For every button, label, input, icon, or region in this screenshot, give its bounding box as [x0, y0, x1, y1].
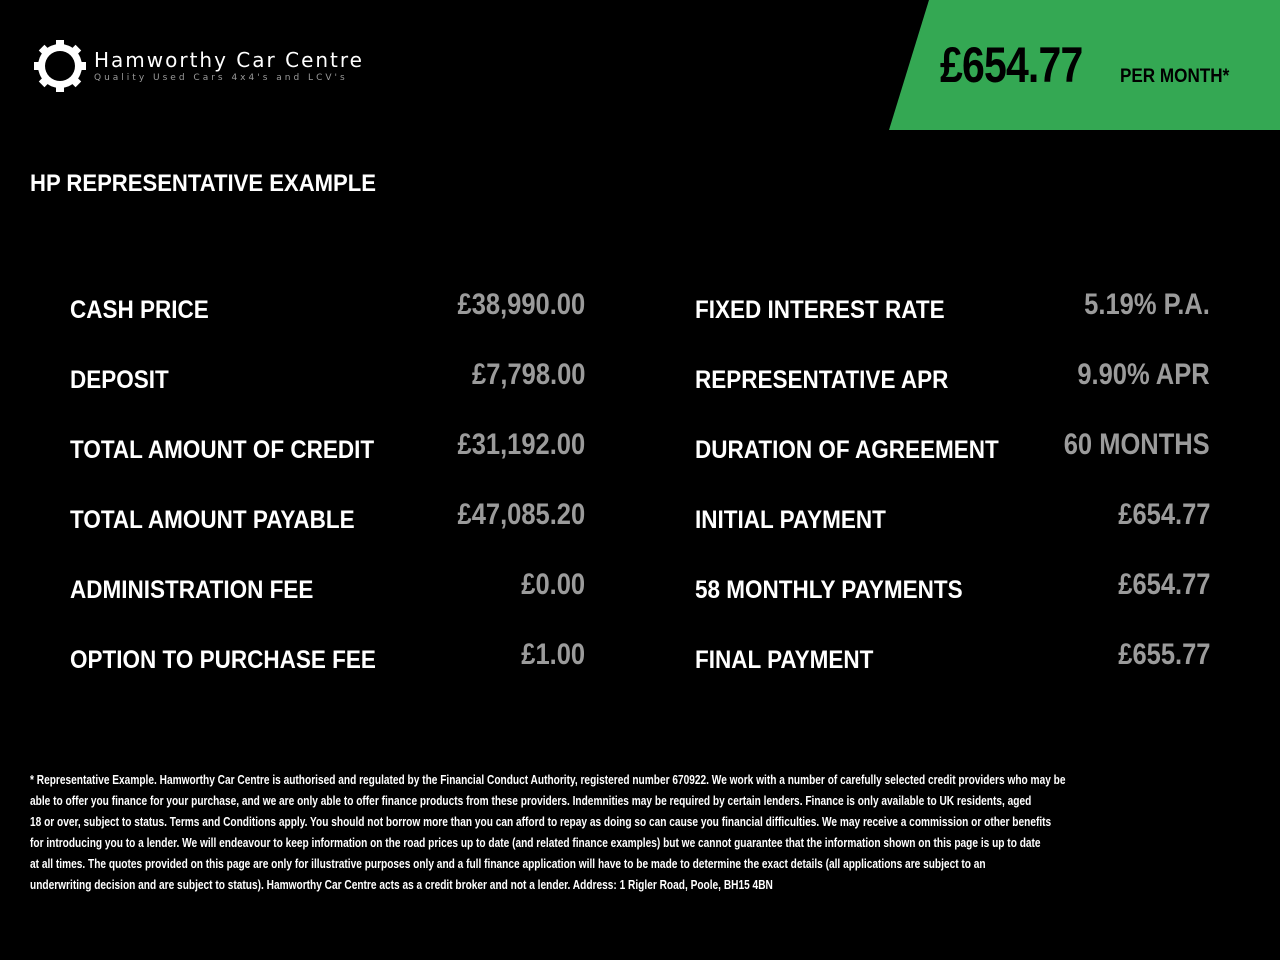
brand-logo	[32, 38, 364, 94]
row-value: £31,192.00	[457, 428, 585, 461]
gear-logo-icon	[32, 38, 88, 94]
row-label: DEPOSIT	[70, 366, 169, 394]
row-label: REPRESENTATIVE APR	[695, 366, 949, 394]
finance-row-duration	[695, 428, 1210, 468]
disclaimer-line: for introducing you to a lender. We will endeavour to keep information on the road prices up to date (and related finance examples) but we cannot guarantee that the information shown on this page is up to date	[30, 835, 1041, 850]
disclaimer-line: 18 or over, subject to status. Terms and Conditions apply. You should not borrow more than you can afford to repay as doing so can cause you financial difficulties. We may receive a commission or other benefits	[30, 814, 1052, 829]
row-label: DURATION OF AGREEMENT	[695, 436, 999, 464]
row-label: 58 MONTHLY PAYMENTS	[695, 576, 963, 604]
disclaimer-line: underwriting decision and are subject to status). Hamworthy Car Centre acts as a credit broker and not a lender. Address: 1 Rigler Road, Poole, BH15 4BN	[30, 877, 773, 892]
disclaimer-line: at all times. The quotes provided on this page are only for illustrative purposes only and a full finance application will have to be made to determine the exact details (all applications are subject to an	[30, 856, 986, 871]
row-value: 9.90% APR	[1077, 358, 1210, 391]
row-value: £7,798.00	[471, 358, 585, 391]
finance-row-monthly-payments	[695, 568, 1210, 608]
row-value: £1.00	[521, 638, 585, 671]
disclaimer-line: * Representative Example. Hamworthy Car Centre is authorised and regulated by the Financial Conduct Authority, registered number 670922. We work with a number of carefully selected credit providers who may be	[30, 772, 1066, 787]
row-label: CASH PRICE	[70, 296, 209, 324]
brand-tagline: Quality Used Cars 4x4's and LCV's	[94, 73, 348, 83]
row-value: £655.77	[1117, 638, 1210, 671]
finance-row-cash-price	[70, 288, 585, 328]
monthly-price-period: PER MONTH*	[1120, 66, 1230, 87]
row-label: OPTION TO PURCHASE FEE	[70, 646, 376, 674]
brand-name: Hamworthy Car Centre	[94, 48, 364, 72]
row-value: 60 MONTHS	[1064, 428, 1210, 461]
row-label: INITIAL PAYMENT	[695, 506, 886, 534]
row-value: £654.77	[1117, 568, 1210, 601]
disclaimer-line: able to offer you finance for your purchase, and we are only able to offer finance products from these providers. Indemnities may be required by certain lenders. Finance is only available to UK residents, aged	[30, 793, 1032, 808]
row-value: £0.00	[521, 568, 585, 601]
row-label: TOTAL AMOUNT OF CREDIT	[70, 436, 375, 464]
row-label: ADMINISTRATION FEE	[70, 576, 314, 604]
row-value: 5.19% P.A.	[1084, 288, 1210, 321]
finance-row-deposit	[70, 358, 585, 398]
row-label: FINAL PAYMENT	[695, 646, 874, 674]
row-value: £47,085.20	[457, 498, 585, 531]
finance-row-total-payable	[70, 498, 585, 538]
finance-disclaimer	[30, 769, 1250, 895]
finance-row-final-payment	[695, 638, 1210, 678]
finance-row-initial-payment	[695, 498, 1210, 538]
section-title: HP REPRESENTATIVE EXAMPLE	[30, 170, 376, 197]
row-value: £654.77	[1117, 498, 1210, 531]
monthly-price-amount: £654.77	[940, 37, 1083, 93]
finance-row-apr	[695, 358, 1210, 398]
finance-row-admin-fee	[70, 568, 585, 608]
row-label: TOTAL AMOUNT PAYABLE	[70, 506, 355, 534]
finance-row-total-credit	[70, 428, 585, 468]
finance-row-purchase-fee	[70, 638, 585, 678]
row-label: FIXED INTEREST RATE	[695, 296, 945, 324]
row-value: £38,990.00	[457, 288, 585, 321]
finance-row-interest-rate	[695, 288, 1210, 328]
